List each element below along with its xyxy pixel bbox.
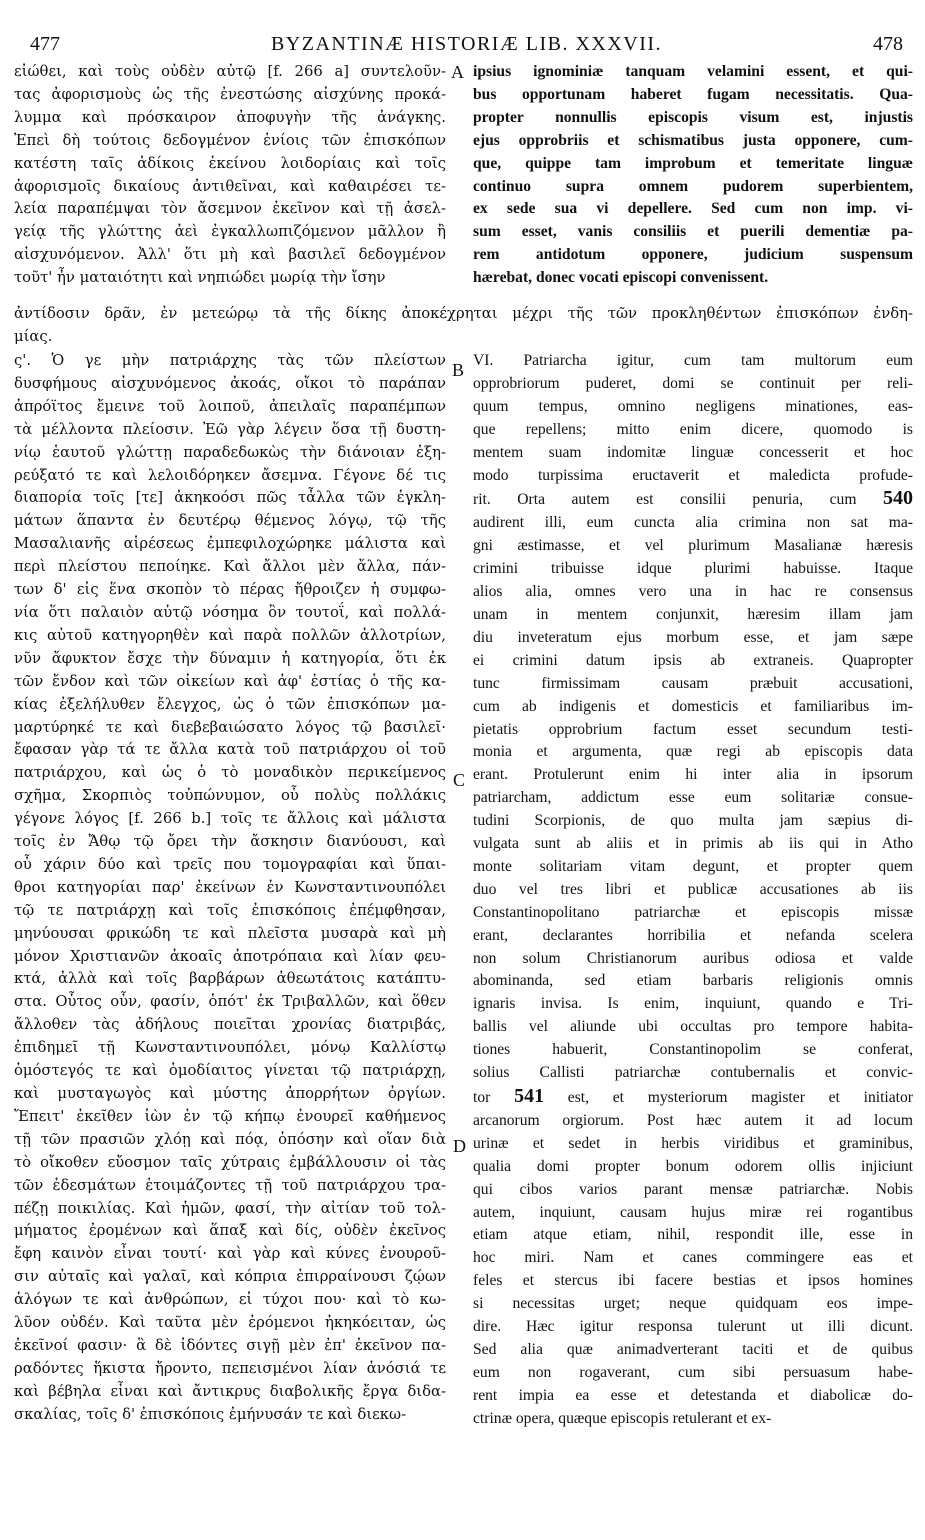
page-reference-540: 540 [883,487,913,510]
latin-text-line: urinæ et sedet in herbis viridibus et graminibus, [473,1134,913,1152]
greek-text-line: Ἐπεὶ δὴ τούτοις δεδογμένον ἐνίοις τῶν ἐπισκόπων [14,131,446,149]
greek-text-line: νίῳ ἑαυτοῦ γλώττῃ παραδεδωκὼς τὴν διάνοιαν ἐξη- [14,443,446,461]
greek-text-line: σκαλίας, τοῖς δ' ἐπισκόποις ἐμήνυσάν τε καὶ διεκω- [14,1405,407,1423]
greek-text-line: Μασαλιανῆς αἱρέσεως ἐμπεφιλοχώρηκε μάλιστα καὶ [14,535,446,553]
latin-text-line: qualia domi propter bonum odorem ollis injiciunt [473,1157,913,1175]
greek-text-line: νία ὅτι παλαιὸν αὐτῷ νόσημα ὂν τουτοΐ, καὶ πολλά- [14,603,446,621]
greek-text-line: λῦον οὐδέν. Καὶ ταῦτα μὲν ἐρόμενοι ἠκηκόειταν, ὡς [14,1314,446,1332]
latin-text-line: audirent illi, eum cuncta alia crimina non sat ma- [473,514,913,532]
greek-text-line: ὁμόστεγός τε καὶ ὁμοδίαιτος γίνεται τῷ πατριάρχῃ, [14,1062,446,1080]
latin-text-line: VI. Patriarcha igitur, cum tam multorum eum [473,352,913,369]
latin-text-line: hoc miri. Nam et canes commingere eas et [473,1249,913,1267]
latin-column-top [473,61,913,290]
latin-text-line: sum esset, vanis consiliis et puerili dementiæ pa- [473,223,913,241]
greek-text-line: αἰσχυνόμενον. Ἀλλ' ὅτι μὴ καὶ βασιλεῖ δεδογμένον [14,246,446,264]
greek-text-line: σιν αὐταῖς καὶ γαλαῖ, καὶ κόπρια ἐπιρραίνουσι ζῴων [14,1268,446,1286]
greek-text-line: περὶ πλείστου πεποίηκε. Καὶ ἄλλοι μὲν ἄλλα, πάν- [14,558,446,576]
greek-text-line: σχῆμα, Σκορπιὸς τοὐπώνυμον, οὗ πολὺς πολλάκις [14,787,446,805]
latin-text-line: dire. Hæc igitur responsa tulerunt ut illi dicunt. [473,1318,913,1336]
greek-text-line: ἔφη καινὸν εἶναι τουτί· καὶ γὰρ καὶ κύνες ἐνουροῦ- [14,1245,446,1263]
latin-text-line: feles et stercus ibi facere bestias et ipsos homines [473,1272,913,1290]
greek-text-line: διαπορία τοῖς [τε] ἀκηκοόσι πῶς τἆλλα τῶν ἐγκλη- [14,489,446,507]
latin-text-line: patriarcham, addictum esse eum solitariæ consue- [473,789,913,807]
greek-text-line: τὸ οἴκοθεν εὔοσμον ταῖς χύτραις ἐμβάλλουσιν οἱ τὰς [14,1153,446,1171]
latin-text-line: que repellens; mitto enim dicere, quomodo is [473,420,913,438]
running-title: BYZANTINÆ HISTORIÆ LIB. XXXVII. [270,33,663,55]
latin-text-line: ballis vel aliunde ubi occultas pro tempore habita- [473,1018,913,1036]
greek-text-line: τας ἀφορισμοὺς ὡς τῆς ἐνεστώσης αἰσχύνης προκά- [14,85,446,103]
greek-text-line: ἀλόγων τε καὶ ἀνθρώπων, εἰ τύχοι που· καὶ τὸ κω- [14,1291,446,1309]
latin-text-line: pietatis opprobrium factum esset secundum testi- [473,720,913,738]
greek-text-line: τὰ μέλλοντα πλείοσιν. Ἐῶ γὰρ λέγειν ὅσα τῇ δυστη- [14,420,446,438]
greek-text-line: πατριάρχου, καὶ ὡς ὁ τὸ μοναδικὸν περικείμενος [14,764,446,782]
latin-text-line: rem antidotum opponere, judicium suspensum [473,246,913,264]
greek-text-line: στα. Οὗτος οὖν, φασίν, ὁπότ' ἐκ Τριβαλλῶν, καὶ ὅθεν [14,993,446,1011]
latin-text-line: tunc firmissimam causam præbuit accusationi, [473,674,913,692]
greek-text-line: ἔφασαν γὰρ τά τε ἄλλα κατὰ τοῦ πατριάρχου οἱ τοῦ [14,741,446,759]
latin-text-line: unam in mentem conjunxit, hæresim illam jam [473,605,913,623]
section-marker-d: D [453,1136,466,1156]
greek-text-line: κτά, ἀλλὰ καὶ τοῖς βαρβάρων ἀθεωτάτοις κατάπτυ- [14,970,446,988]
greek-text-line: ἐπιδημεῖ τῇ Κωνσταντινουπόλει, μόνῳ Καλλίστῳ [14,1039,446,1057]
latin-text-line: erant, declarantes horribilia et nefanda scelera [473,926,913,944]
latin-text-line: tor 541 est, et mysteriorum magister et initiator [473,1085,913,1107]
section-marker-c: C [453,770,466,790]
greek-text-line: λεία παραπέμψαι τὸν ἄσεμνον ἐκεῖνον καὶ τῇ ἀσελ- [14,200,446,218]
section-marker-b: B [452,360,465,380]
latin-text-line: ei crimini datum ipsis ab extraneis. Quapropter [473,651,913,669]
latin-text-line: crimini tribuisse idque plurimi habuisse. Itaque [473,560,913,578]
greek-text-line: ραδόντες ἥκιστα ἤροντο, πεπεισμένοι λίαν ἀνόσιά τε [14,1359,446,1377]
latin-text-line: si necessitas urget; neque quidquam eos impe- [473,1295,913,1313]
latin-text-line: modo turpissima eructaverit et maledicta profude- [473,466,913,484]
greek-text-line: των δ' εἰς ἕνα σκοπὸν τὸ πέρας ἤθροιζεν ἡ συμφω- [14,581,446,599]
section-marker-a: A [451,62,464,82]
latin-text-line: bus opportunam haberet fugam necessitatis. Qua- [473,85,913,103]
greek-line-tail: μίας. [14,328,53,345]
latin-text-line: qui cibos varios parant mensæ patriarchæ. Nobis [473,1180,913,1198]
latin-text-line: ctrinæ opera, quæque episcopis retulerant et ex- [473,1409,772,1427]
greek-text-line: ἀφορισμοῖς δικαίους ἀντιθεῖναι, καὶ καθαιρέσει τε- [14,177,446,195]
greek-text-line: πέζῃ ποικιλίας. Καὶ ἡμῶν, φασί, τὴν αἰτίαν τοῦ τολ- [14,1199,446,1217]
latin-text-line: non solum Christianorum auribus odiosa et valde [473,949,913,967]
latin-text-line: ejus opprobriis et schismatibus justa opponere, cum- [473,131,913,149]
greek-text-line: μαρτύρηκέ τε καὶ διεβεβαιώσατο λόγος τῷ βασιλεῖ· [14,718,446,736]
greek-text-line: καὶ βέβηλα εἶναι καὶ ἄντικρυς διαβολικῆς ἔργα διδα- [14,1382,446,1400]
latin-text-line: monte solitariam vitam degunt, et propter quem [473,857,913,875]
latin-text-line: alios alia, omnes vero una in hac re consensus [473,583,913,601]
latin-text-line: que, quippe tam improbum et temeritate linguæ [473,154,913,172]
latin-text-line: continuo supra omnem pudorem superbientem, [473,177,913,195]
greek-text-line: μήματος ἐρομένων καὶ ἅπαξ καὶ δίς, οὐδὲν ἐκεῖνος [14,1222,446,1240]
latin-text-line: rit. Orta autem est consilii penuria, cum 540 [473,487,913,510]
latin-text-line: abominanda, sed etiam barbaris religionis omnis [473,972,913,990]
greek-text-line: μόνον Χριστιανῶν ἀκοαῖς ἀποτρόπαια καὶ λίαν φευ- [14,947,446,965]
greek-text-line: Ἔπειτ' ἐκεῖθεν ἰὼν ἐν τῷ κήπῳ ἐνουρεῖ καθήμενος [14,1107,446,1125]
latin-text-line: quum tempus, omnino negligens minationes, eas- [473,397,913,415]
latin-text-line: cum ab indigenis et domesticis et familiaribus im- [473,697,913,715]
greek-text-line: ἄλλοθεν τὰς ἀδήλους ποιεῖται χρονίας διατριβάς, [14,1016,446,1034]
latin-text-line: gni æstimasse, et vel plurimum Masalianæ hæresis [473,537,913,555]
latin-text-line: autem, inquiunt, causam hujus miræ rei rogantibus [473,1203,913,1221]
greek-text-line: κις αὐτοῦ κατηγορηθὲν καὶ παρὰ πολλῶν ἀλλοτρίων, [14,626,446,644]
latin-text-line: ignaris invisa. Is enim, inquiunt, quando e Tri- [473,995,913,1013]
greek-text-line: λυμμα καὶ πρόσκαιρον ἀποφυγὴν τῆς ἀνάγκης. [14,108,446,126]
greek-text-line: ἀπρόϊτος ἔμεινε τοῦ λοιποῦ, ἀπειλαῖς παραπέμπων [14,397,446,415]
greek-text-line: γέγονε λόγος [f. 266 b.] τοῖς τε ἄλλοις καὶ μάλιστα [14,810,446,828]
greek-text-line: καὶ μυσταγωγὸς καὶ μύστης ἀπορρήτων ὀργίων. [14,1085,446,1102]
latin-text-line: duo vel tres libri et publicæ accusationes ab iis [473,880,913,898]
latin-text-line: Sed alia quæ animadverterant taciti et de quibus [473,1340,913,1358]
latin-text-line: tiones habuerit, Constantinopolim se conferat, [473,1041,913,1059]
right-page-number: 478 [873,33,903,55]
latin-text-line: propter nonnullis episcopis visum est, injustis [473,108,913,126]
latin-column-main [473,350,913,1431]
latin-text-line: ipsius ignominiæ tanquam velamini essent, et qui- [473,63,913,80]
running-header [30,33,903,63]
latin-text-line: opprobriorum puderet, domi se continuit per reli- [473,374,913,392]
latin-text-line: hærebat, donec vocati episcopi convenissent. [473,269,769,287]
greek-full-width-line: ἀντίδοσιν δρᾶν, ἐν μετεώρῳ τὰ τῆς δίκης ἀποκέχρηται μέχρι τῆς τῶν προκληθέντων ἐπισκόπων ἐνδη- [14,305,913,322]
left-page-number: 477 [30,33,60,55]
greek-text-line: κίας ἐξελήλυθεν ἔλεγχος, ὡς ὁ τῶν ἐπισκόπων μα- [14,695,446,713]
greek-text-line: ἐκεῖνοί φασιν· ἃ δὲ ἰδόντες σιγῇ μὲν ἐπ' ἐκεῖνον πα- [14,1336,446,1354]
latin-text-fragment: est, et mysteriorum magister et initiator [544,1089,913,1106]
greek-text-line: δυσφήμους αἰσχυνόμενος ἀκοάς, οἴκοι τὸ παράπαν [14,374,446,392]
greek-text-line: τῇ τῶν πρασιῶν χλόῃ καὶ πόᾳ, ὁπόσην καὶ οἵαν διὰ [14,1130,446,1148]
greek-column-main [14,350,446,1427]
latin-text-line: diu inveteratum ejus morbum esse, et jam sæpe [473,628,913,646]
greek-text-line: ς'. Ὁ γε μὴν πατριάρχης τὰς τῶν πλείστων [14,352,446,369]
latin-text-line: monia et argumenta, quæ regi ab episcopis data [473,743,913,761]
greek-text-line: νῦν ἄφυκτον ἔσχε τὴν δύναμιν ἡ κατηγορία, ὅτι ἐκ [14,649,446,667]
latin-text-line: eum non rogaverant, cum sibi persuasum habe- [473,1363,913,1381]
latin-text-line: mentem suam indomitæ linguæ concesserit et hoc [473,443,913,461]
greek-column-top [14,61,446,290]
latin-text-line: etiam atque etiam, nihil, respondit ille, esse in [473,1226,913,1244]
latin-text-line: ex sede sua vi depellere. Sed cum non imp. vi- [473,200,913,218]
greek-text-line: τοῦτ' ἦν ματαιότητι καὶ νηπιώδει μωρίᾳ τὴν ἴσην [14,269,386,287]
greek-text-line: κατέστη ταῖς ἀδίκοις ἐκείνου λοιδορίαις καὶ τοῖς [14,154,446,172]
greek-text-line: τῷ τε πατριάρχῃ καὶ τοῖς ἐπισκόποις ἐπέμφθησαν, [14,901,446,919]
greek-text-line: τῶν ἔνδον καὶ τῶν οἰκείων καὶ ἀφ' ἑστίας ὁ τῆς κα- [14,672,446,690]
latin-text-line: rent impia ea esse et detestanda et diabolicæ do- [473,1386,913,1404]
latin-text-line: erant. Protulerunt enim hi inter alia in ipsorum [473,766,913,784]
greek-text-line: εἰώθει, καὶ τοὺς οὐδὲν αὐτῷ [f. 266 a] συντελοῦν- [14,63,446,80]
greek-text-line: ρεύξατό τε καὶ λελοιδόρηκεν ἄσεμνα. Γέγονε δέ τις [14,466,446,484]
greek-text-line: μάτων ἅπαντα ἐν δευτέρῳ θέμενος λόγῳ, τῷ τῆς [14,512,446,530]
latin-text-line: solius Callisti patriarchæ contubernalis et convic- [473,1064,913,1082]
greek-text-line: μηνύουσαι φρικώδη τε καὶ πλεῖστα μυσαρὰ καὶ μὴ [14,924,446,942]
latin-text-line: arcanorum orgiorum. Post hæc autem it ad locum [473,1111,913,1129]
greek-text-line: γείᾳ τῆς γλώττης ἀεὶ ἐγκαλλωπιζόμενον μᾶλλον ἢ [14,223,446,241]
greek-text-line: θροι κατηγορίαι παρ' ἐκείνων ἐν Κωνσταντινουπόλει [14,878,446,896]
latin-text-line: tudini Scorpionis, de quo multa jam sæpius di- [473,812,913,830]
page-reference-541: 541 [514,1085,545,1107]
latin-text-line: vulgata sunt ab aliis et in primis ab iis qui in Atho [473,835,913,853]
latin-text-line: Constantinopolitano patriarchæ et episcopis missæ [473,903,913,921]
greek-text-line: τῶν ἐδεσμάτων ἑτοιμάζοντες τῇ τοῦ πατριάρχου τρα- [14,1176,446,1194]
greek-text-line: τοῖς ἐν Ἄθῳ τῷ ὄρει τὴν ἄσκησιν διανύουσι, καὶ [14,833,446,851]
greek-text-line: οὗ χάριν δύο καὶ τρεῖς που τομογραφίαι καὶ ὕπαι- [14,855,446,873]
